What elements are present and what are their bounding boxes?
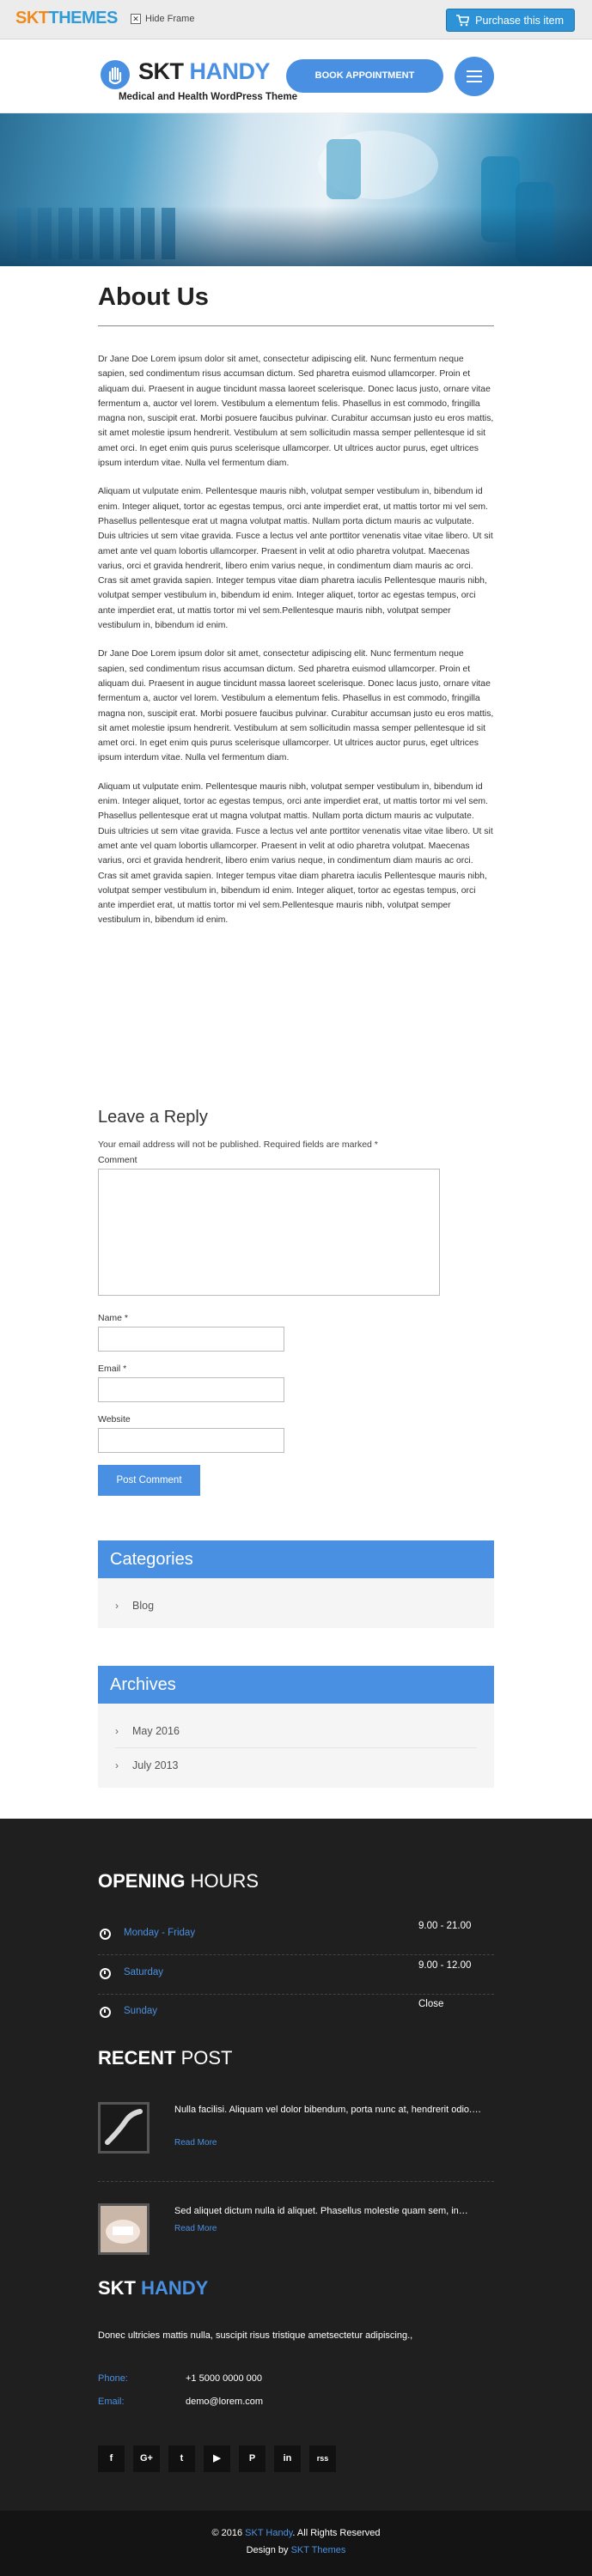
post-thumbnail[interactable] (98, 2102, 150, 2154)
skt-themes-logo[interactable] (15, 9, 118, 28)
comment-form (98, 1108, 494, 1496)
design-credit (0, 2545, 592, 2555)
hours-time: 9.00 - 12.00 (418, 1960, 472, 1971)
purchase-button[interactable] (446, 9, 575, 32)
brand-name-part1: SKT (138, 58, 184, 84)
categories-title: Categories (98, 1540, 494, 1578)
social-links (98, 2445, 336, 2472)
hours-row (98, 1999, 494, 2033)
email-label: Email * (98, 1364, 127, 1374)
copyright-suffix: . All Rights Reserved (292, 2528, 381, 2538)
recent-post-heading-rest: POST (175, 2047, 233, 2069)
phone-label: Phone: (98, 2373, 128, 2384)
facebook-icon[interactable]: f (98, 2445, 125, 2472)
copyright-prefix: © 2016 (211, 2528, 246, 2538)
email-input[interactable] (98, 1377, 284, 1402)
article-paragraph: Aliquam ut vulputate enim. Pellentesque mauris nibh, volutpat semper vestibulum in, bibendum id enim. Integer aliquet, tortor ac egestas tempus, orci ante imperdiet erat, ut mattis tortor mi vel sem. Phasellus pellentesque erat ut magna volutpat mattis. Nullam porta dictum mauris ac vulputate. Duis ultricies ut sem vitae gravida. Fusce a lectus vel ante porttitor venenatis vitae vitae libero. Ut sit amet ante vel quam lobortis ullamcorper. Praesent in velit at odio pharetra volutpat. Maecenas varius, orci et gravida hendrerit, libero enim varius neque, in condimentum diam mauris ac orci. Cras sit amet gravida sapien. Integer tempus vitae diam pharetra iaculis Pellentesque mauris nibh, volutpat semper vestibulum in, bibendum id enim. Integer aliquet, tortor ac egestas tempus, orci ante imperdiet erat, ut mattis tortor mi vel sem.Pellentesque mauris nibh, volutpat semper vestibulum in, bibendum id enim. (98, 781, 493, 926)
categories-widget (98, 1540, 494, 1628)
opening-hours-heading-bold: OPENING (98, 1870, 186, 1892)
hours-day: Sunday (124, 2006, 158, 2016)
article-paragraph: Dr Jane Doe Lorem ipsum dolor sit amet, consectetur adipiscing elit. Nunc fermentum neque sapien, sed condimentum risus accumsan dictum. Sed pharetra euismod ullamcorper. Proin et aliquam dui. Praesent in augue tincidunt massa laoreet scelerisque. Donec lacus justo, ornare vitae fermentum a, auctor vel lorem. Vestibulum a elementum felis. Phasellus in est commodo, fringilla magna non, suscipit erat. Morbi posuere faucibus pulvinar. Curabitur accumsan justo eu eros mattis, sit amet molestie ipsum hendrerit. Vestibulum at sem sollicitudin massa semper pellentesque id sit amet orci. In eget enim quis purus scelerisque ullamcorper. Ut ultrices auctor purus, eget ultrices ipsum interdum vitae. Nulla vel fermentum diam. (98, 355, 494, 469)
hamburger-icon-bar (467, 81, 482, 82)
post-comment-button[interactable]: Post Comment (98, 1465, 200, 1496)
name-label: Name * (98, 1313, 129, 1323)
chevron-right-icon: › (115, 1724, 119, 1737)
hours-row (98, 1921, 494, 1955)
website-label: Website (98, 1414, 131, 1425)
copyright-brand-link[interactable]: SKT Handy (245, 2528, 293, 2538)
hamburger-icon-bar (467, 76, 482, 77)
banner-shade (0, 206, 592, 266)
required-fields-note: Your email address will not be published. Required fields are marked * (98, 1139, 378, 1150)
hours-day: Monday - Friday (124, 1928, 196, 1938)
opening-hours-heading (98, 1870, 259, 1893)
website-input[interactable] (98, 1428, 284, 1453)
archive-item[interactable] (115, 1748, 477, 1783)
close-icon: ✕ (131, 14, 141, 24)
twitter-icon[interactable]: t (168, 2445, 195, 2472)
hours-time: Close (418, 1999, 444, 2009)
copyright-text (0, 2528, 592, 2538)
read-more-link[interactable]: Read More (174, 2138, 217, 2148)
purchase-label: Purchase this item (475, 14, 564, 27)
title-divider (98, 325, 494, 326)
hero-banner-image (0, 113, 592, 266)
recent-post-heading (98, 2047, 232, 2069)
main-content (0, 266, 592, 1771)
hours-time: 9.00 - 21.00 (418, 1921, 472, 1931)
category-link[interactable]: Blog (132, 1600, 155, 1612)
design-brand-link[interactable]: SKT Themes (290, 2545, 346, 2555)
linkedin-icon[interactable]: in (274, 2445, 301, 2472)
hand-logo-icon (101, 60, 130, 89)
brand-tagline: Medical and Health WordPress Theme (118, 92, 298, 102)
logo-themes-text: THEMES (48, 9, 118, 27)
recent-post-item (98, 2102, 494, 2162)
site-footer (0, 1819, 592, 2511)
chevron-right-icon: › (115, 1600, 119, 1612)
archive-item[interactable] (115, 1714, 477, 1748)
footer-brand-part1: SKT (98, 2277, 136, 2299)
demo-bar (0, 0, 592, 39)
opening-hours-heading-rest: HOURS (185, 1870, 259, 1892)
archives-title: Archives (98, 1666, 494, 1704)
footer-brand (98, 2277, 208, 2300)
category-item[interactable] (115, 1589, 477, 1623)
article-paragraph: Aliquam ut vulputate enim. Pellentesque mauris nibh, volutpat semper vestibulum in, bibendum id enim. Integer aliquet, tortor ac egestas tempus, orci ante imperdiet erat, ut mattis tortor mi vel sem. Phasellus pellentesque erat ut magna volutpat mattis. Nullam porta dictum mauris ac vulputate. Duis ultricies ut sem vitae gravida. Fusce a lectus vel ante porttitor venenatis vitae vitae libero. Ut sit amet ante vel quam lobortis ullamcorper. Praesent in velit at odio pharetra volutpat. Maecenas varius, orci et gravida hendrerit, libero enim varius neque, in condimentum diam mauris ac orci. Cras sit amet gravida sapien. Integer tempus vitae diam pharetra iaculis Pellentesque mauris nibh, volutpat semper vestibulum in, bibendum id enim. Integer aliquet, tortor ac egestas tempus, orci ante imperdiet erat, ut mattis tortor mi vel sem.Pellentesque mauris nibh, volutpat semper vestibulum in, bibendum id enim. (98, 487, 493, 631)
comment-textarea[interactable] (98, 1169, 440, 1296)
comment-label: Comment (98, 1155, 137, 1165)
hide-frame-link[interactable] (131, 14, 194, 24)
recent-post-heading-bold: RECENT (98, 2047, 176, 2069)
design-prefix: Design by (246, 2545, 291, 2555)
youtube-icon[interactable]: ▶ (204, 2445, 230, 2472)
rss-icon[interactable]: rss (309, 2445, 336, 2472)
post-excerpt: Sed aliquet dictum nulla id aliquet. Phasellus molestie quam sem, in… (174, 2206, 468, 2216)
post-excerpt: Nulla facilisi. Aliquam vel dolor bibendum, porta nunc at, hendrerit odio.… (174, 2105, 482, 2115)
clock-icon (100, 1968, 111, 1979)
email-value[interactable]: demo@lorem.com (186, 2397, 264, 2407)
hours-row (98, 1960, 494, 1995)
archives-widget (98, 1666, 494, 1788)
name-input[interactable] (98, 1327, 284, 1352)
pinterest-icon[interactable]: P (239, 2445, 265, 2472)
google-plus-icon[interactable]: G+ (133, 2445, 160, 2472)
page-title: About Us (98, 283, 209, 311)
reply-heading: Leave a Reply (98, 1108, 208, 1127)
hamburger-icon (467, 70, 482, 72)
logo-skt-text: SKT (15, 9, 49, 27)
copyright-bar (0, 2511, 592, 2576)
footer-brand-part2: HANDY (141, 2277, 209, 2299)
archive-link[interactable]: July 2013 (132, 1759, 179, 1771)
clock-icon (100, 2007, 111, 2018)
book-appointment-button[interactable]: BOOK APPOINTMENT (286, 59, 443, 93)
hours-day: Saturday (124, 1967, 164, 1978)
chevron-right-icon: › (115, 1759, 119, 1771)
post-thumbnail[interactable] (98, 2203, 150, 2255)
recent-post-item (98, 2203, 494, 2263)
email-label-footer: Email: (98, 2397, 125, 2407)
clock-icon (100, 1929, 111, 1940)
post-divider (98, 2181, 494, 2182)
brand-name (138, 58, 270, 85)
hand-bandage-image (101, 2206, 147, 2252)
cart-icon (455, 15, 469, 27)
site-header (0, 39, 592, 113)
article-body (98, 352, 494, 942)
read-more-link[interactable]: Read More (174, 2224, 217, 2233)
brand-name-part2: HANDY (189, 58, 271, 84)
article-paragraph: Dr Jane Doe Lorem ipsum dolor sit amet, consectetur adipiscing elit. Nunc fermentum neque sapien, sed condimentum risus accumsan dictum. Sed pharetra euismod ullamcorper. Proin et aliquam dui. Praesent in augue tincidunt massa laoreet scelerisque. Donec lacus justo, ornare vitae fermentum a, auctor vel lorem. Vestibulum a elementum felis. Phasellus in est commodo, fringilla magna non, suscipit erat. Morbi posuere faucibus pulvinar. Curabitur accumsan justo eu eros mattis, sit amet molestie ipsum hendrerit. Vestibulum at sem sollicitudin massa semper pellentesque id sit amet orci. In eget enim quis purus scelerisque ullamcorper. Ut ultrices auctor purus, eget ultrices ipsum interdum vitae. Nulla vel fermentum diam. (98, 649, 494, 763)
archive-link[interactable]: May 2016 (132, 1724, 180, 1737)
hide-frame-label: Hide Frame (145, 14, 195, 24)
footer-about-text: Donec ultricies mattis nulla, suscipit risus tristique ametsectetur adipiscing., (98, 2330, 413, 2341)
phone-value: +1 5000 0000 000 (186, 2373, 263, 2384)
menu-toggle-button[interactable] (455, 57, 494, 96)
xray-image (101, 2105, 147, 2151)
